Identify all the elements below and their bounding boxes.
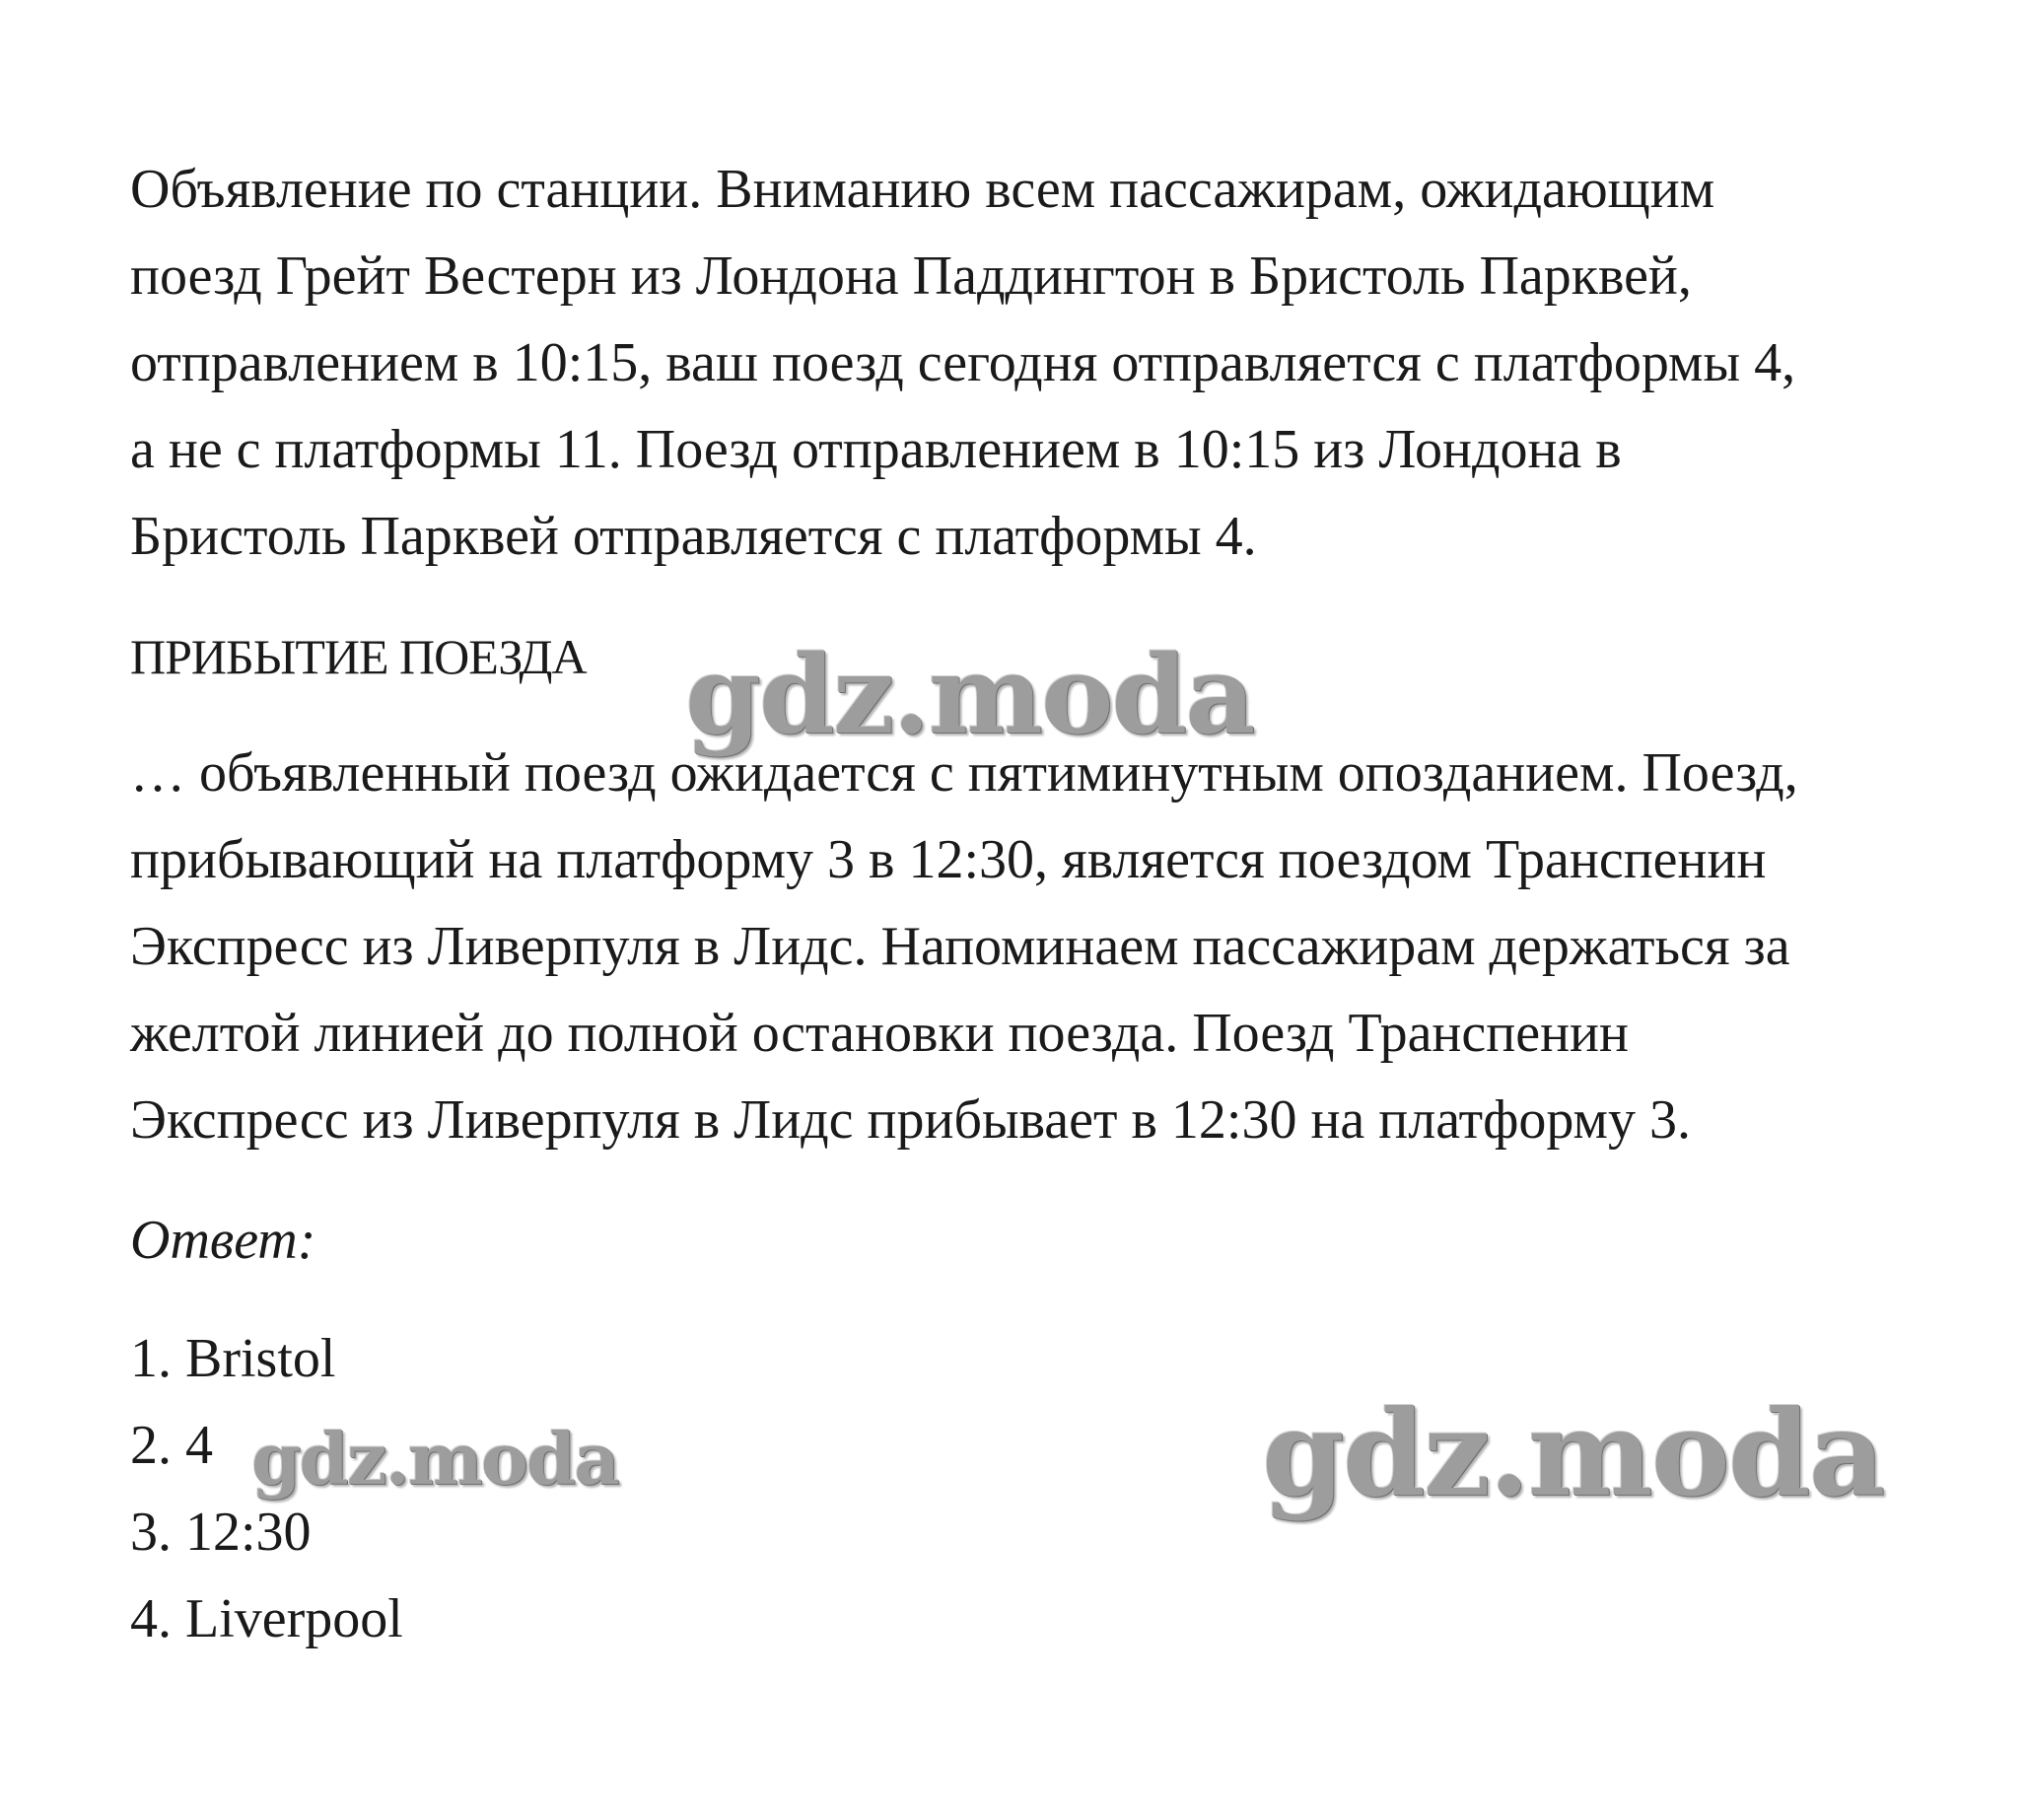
watermark-logo: gdz.moda bbox=[251, 1417, 618, 1501]
paragraph2-line-3: Экспресс из Ливерпуля в Лидс. Напоминаем пассажирам держаться за bbox=[130, 916, 1790, 977]
watermark-logo: gdz.moda bbox=[1262, 1384, 1884, 1523]
paragraph2-line-2: прибывающий на платформу 3 в 12:30, является поездом Транспенин bbox=[130, 829, 1767, 890]
paragraph1-line-1: Объявление по станции. Вниманию всем пассажирам, ожидающим bbox=[130, 159, 1715, 220]
answer-label: Ответ: bbox=[130, 1210, 316, 1271]
answer-item-2: 2. 4 bbox=[130, 1415, 213, 1476]
paragraph1-line-2: поезд Грейт Вестерн из Лондона Паддингтон в Бристоль Парквей, bbox=[130, 245, 1692, 307]
paragraph2-line-5: Экспресс из Ливерпуля в Лидс прибывает в 12:30 на платформу 3. bbox=[130, 1089, 1691, 1151]
watermark-logo: gdz.moda bbox=[685, 631, 1254, 758]
answer-item-4: 4. Liverpool bbox=[130, 1588, 403, 1649]
paragraph1-line-5: Бристоль Парквей отправляется с платформы 4. bbox=[130, 506, 1257, 567]
paragraph1-line-3: отправлением в 10:15, ваш поезд сегодня отправляется с платформы 4, bbox=[130, 332, 1796, 393]
paragraph2-line-1: … объявленный поезд ожидается с пятиминутным опозданием. Поезд, bbox=[130, 742, 1798, 804]
paragraph2-line-4: желтой линией до полной остановки поезда. Поезд Транспенин bbox=[130, 1003, 1629, 1064]
answer-item-1: 1. Bristol bbox=[130, 1328, 336, 1389]
paragraph1-line-4: а не с платформы 11. Поезд отправлением в 10:15 из Лондона в bbox=[130, 419, 1622, 480]
section-heading: ПРИБЫТИЕ ПОЕЗДА bbox=[130, 629, 587, 684]
answer-item-3: 3. 12:30 bbox=[130, 1502, 312, 1563]
